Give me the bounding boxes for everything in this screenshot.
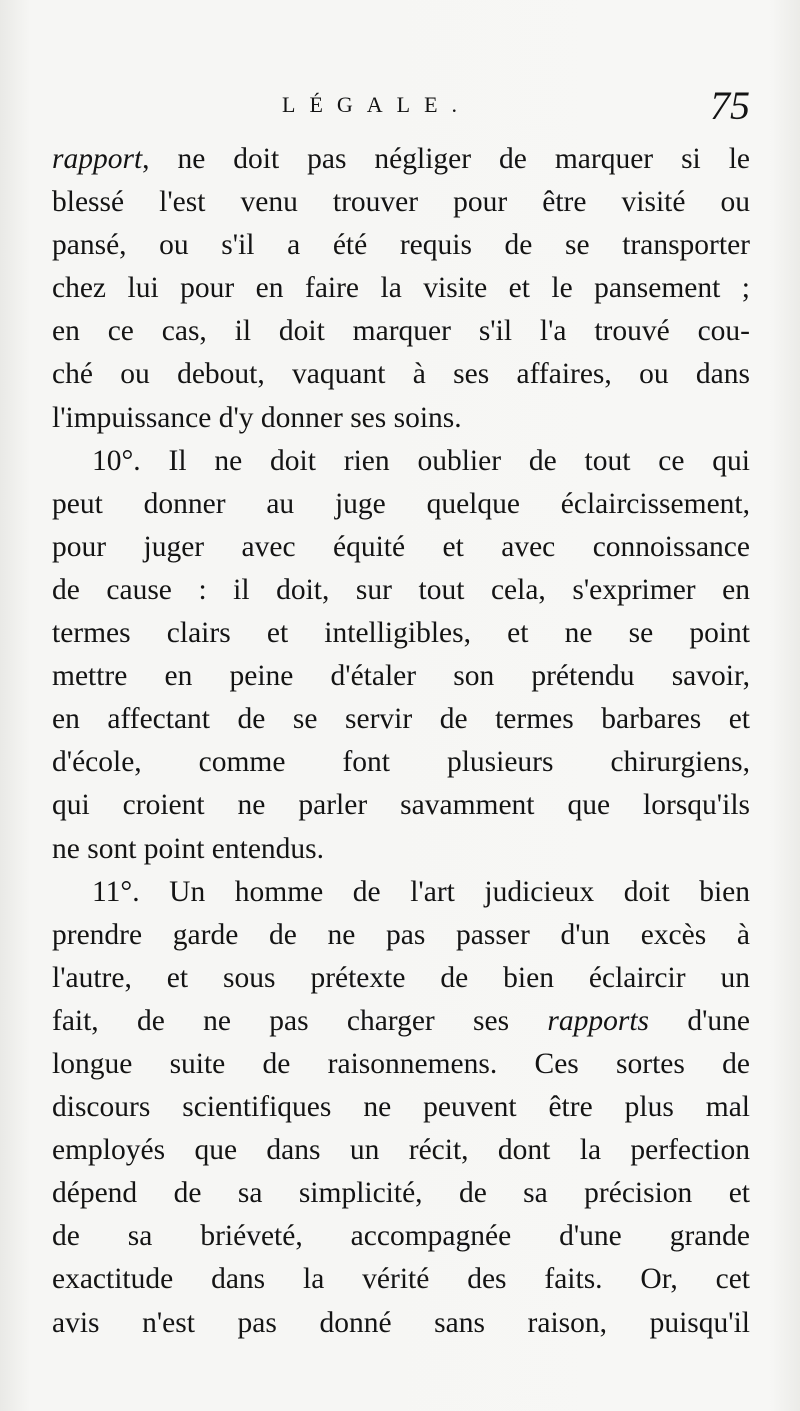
line-text: discours scientifiques ne peuvent être plus mal — [52, 1091, 750, 1124]
line-text: ché ou debout, vaquant à ses affaires, ou dans — [52, 358, 750, 391]
text-line — [52, 655, 750, 698]
text-line — [52, 612, 750, 655]
line-text: longue suite de raisonnemens. Ces sortes de — [52, 1047, 750, 1080]
text-line — [52, 871, 750, 914]
line-text: avis n'est pas donné sans raison, puisqu'il — [52, 1306, 750, 1339]
text-line — [52, 526, 750, 569]
text-line — [52, 569, 750, 612]
text-line — [52, 440, 750, 483]
text-line — [52, 957, 750, 1000]
text-line — [52, 784, 750, 827]
line-text: ne sont point entendus. — [52, 832, 325, 865]
line-text: fait, de ne pas charger ses — [52, 1004, 548, 1037]
text-line — [52, 741, 750, 784]
line-text: prendre garde de ne pas passer d'un excès à — [52, 918, 750, 951]
line-text: en ce cas, il doit marquer s'il l'a trouvé cou- — [52, 315, 750, 348]
text-line — [52, 1086, 750, 1129]
line-text: exactitude dans la vérité des faits. Or, cet — [52, 1263, 750, 1296]
line-text: 11°. Un homme de l'art judicieux doit bien — [92, 875, 750, 908]
line-text: peut donner au juge quelque éclaircissement, — [52, 487, 750, 520]
line-text: de cause : il doit, sur tout cela, s'exprimer en — [52, 573, 750, 606]
text-line — [52, 181, 750, 224]
running-title: LÉGALE. — [282, 92, 472, 117]
line-text: d'une — [649, 1004, 750, 1037]
page-number: 75 — [710, 83, 750, 128]
line-text: mettre en peine d'étaler son prétendu savoir, — [52, 660, 750, 693]
line-text: 10°. Il ne doit rien oublier de tout ce qui — [92, 444, 750, 477]
text-line — [52, 397, 750, 440]
text-line — [52, 1172, 750, 1215]
text-line — [52, 1215, 750, 1258]
text-line — [52, 138, 750, 181]
text-line — [52, 1000, 750, 1043]
line-text: , ne doit pas négliger de marquer si le — [142, 143, 750, 175]
line-text: blessé l'est venu trouver pour être visité ou — [52, 186, 750, 219]
line-text: de sa briéveté, accompagnée d'une grande — [52, 1220, 750, 1253]
text-line — [52, 353, 750, 396]
text-line — [52, 267, 750, 310]
text-line — [52, 1129, 750, 1172]
text-line — [52, 914, 750, 957]
line-text: pansé, ou s'il a été requis de se transporter — [52, 229, 750, 262]
line-text: l'autre, et sous prétexte de bien éclaircir un — [52, 961, 750, 994]
text-line — [52, 483, 750, 526]
line-text: employés que dans un récit, dont la perfection — [52, 1134, 750, 1167]
line-text: en affectant de se servir de termes barbares et — [52, 703, 750, 736]
text-line — [52, 828, 750, 871]
italic-word: rapport — [52, 143, 143, 175]
text-line — [52, 224, 750, 267]
line-text: dépend de sa simplicité, de sa précision et — [52, 1177, 750, 1210]
page-header — [60, 82, 750, 132]
text-line — [52, 310, 750, 353]
italic-word: rapports — [547, 1004, 650, 1037]
line-text: qui croient ne parler savamment que lorsqu'ils — [52, 789, 750, 822]
line-text: l'impuissance d'y donner ses soins. — [52, 401, 462, 434]
body-text — [52, 138, 750, 1345]
line-text: termes clairs et intelligibles, et ne se point — [52, 617, 750, 650]
text-line — [52, 1258, 750, 1301]
text-line — [52, 698, 750, 741]
line-text: pour juger avec équité et avec connoissance — [52, 530, 750, 563]
text-line — [52, 1043, 750, 1086]
line-text: d'école, comme font plusieurs chirurgiens, — [52, 746, 750, 779]
text-line — [52, 1302, 750, 1345]
line-text: chez lui pour en faire la visite et le pansement ; — [52, 272, 750, 305]
